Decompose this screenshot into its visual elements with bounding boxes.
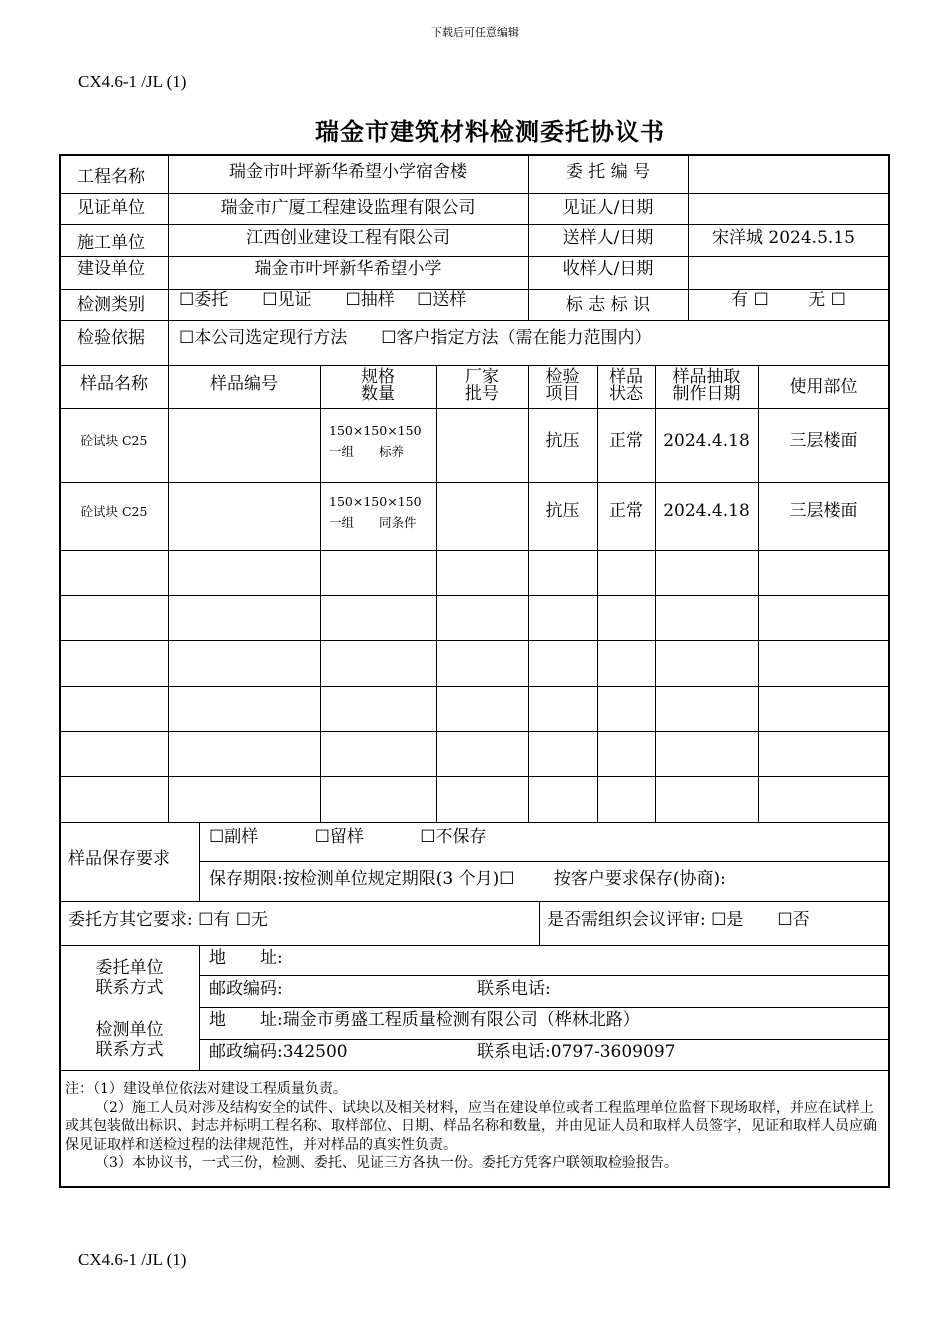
document-code-top: CX4.6-1 /JL (1) [78,72,187,91]
client-contact-label: 委托单位 联系方式 [95,958,164,998]
retention-period[interactable]: 保存期限:按检测单位规定期限(3 个月)☐ 按客户要求保存(协商): [209,869,726,889]
lab-phone: 联系电话:0797-3609097 [477,1042,676,1062]
notes [65,1080,885,1173]
row2-spec-size: 150×150×150 [329,494,422,509]
document-code-bottom: CX4.6-1 /JL (1) [78,1250,187,1269]
client-phone: 联系电话: [477,979,551,999]
receiver-label: 收样人/日期 [562,259,654,279]
retention-label: 样品保存要求 [68,849,170,869]
commission-no-label: 委 托 编 号 [565,162,651,182]
col-date: 样品抽取 制作日期 [672,367,741,404]
col-spec: 规格 数量 [361,367,395,404]
basis-checkboxes[interactable]: ☐本公司选定现行方法 ☐客户指定方法（需在能力范围内） [179,328,652,348]
mark-checkboxes[interactable]: 有 ☐ 无 ☐ [731,290,846,310]
page-title: 瑞金市建筑材料检测委托协议书 [315,117,665,146]
note-2: （2）施工人员对涉及结构安全的试件、试块以及相关材料，应当在建设单位或者工程监理单位监督下现场取样，并应在试样上或其包装做出标识、封志并标明工程名称、取样部位、日期、样品名称和数量，并由见证人员和取样人员签字，见证和取样人员应确保见证取样和送检过程的法律规范性，并对样品的真实性负责。 [65,1099,877,1153]
row2-position: 三层楼面 [789,501,858,521]
col-maker: 厂家 批号 [465,367,499,404]
row1-state: 正常 [609,431,643,451]
note-1: 注：（1）建设单位依法对建设工程质量负责。 [65,1081,347,1097]
lab-contact-label: 检测单位 联系方式 [95,1020,164,1060]
row1-item: 抗压 [545,431,580,451]
row1-spec-qty: 一组 标养 [329,444,405,459]
row1-sample-name: 砼试块 C25 [80,433,148,448]
lab-postcode: 邮政编码:342500 [209,1042,348,1062]
other-requirements[interactable]: 委托方其它要求: ☐有 ☐无 [68,910,269,930]
col-sample-no: 样品编号 [210,374,278,394]
sender-value: 宋洋城 2024.5.15 [712,228,855,248]
test-type-label: 检测类别 [77,295,145,315]
witness-person-label: 见证人/日期 [562,198,654,218]
sender-label: 送样人/日期 [562,228,654,248]
client-postcode: 邮政编码: [209,979,283,999]
row2-spec-qty: 一组 同条件 [329,515,417,530]
row2-item: 抗压 [545,501,580,521]
col-item: 检验 项目 [545,367,580,404]
builder-unit-label: 建设单位 [77,259,145,279]
basis-label: 检验依据 [77,328,145,348]
project-name-label: 工程名称 [77,167,145,187]
row1-spec-size: 150×150×150 [329,423,422,438]
construction-unit-value: 江西创业建设工程有限公司 [246,228,450,248]
row1-position: 三层楼面 [789,431,858,451]
meeting-review[interactable]: 是否需组织会议评审: ☐是 ☐否 [547,910,810,930]
col-position: 使用部位 [789,377,858,397]
row2-date: 2024.4.18 [663,501,750,521]
download-note: 下载后可任意编辑 [431,26,519,39]
mark-label: 标 志 标 识 [565,295,651,315]
test-type-checkboxes[interactable]: ☐委托 ☐见证 ☐抽样 ☐送样 [179,290,467,310]
witness-unit-label: 见证单位 [77,198,145,218]
row1-date: 2024.4.18 [663,431,750,451]
project-name-value: 瑞金市叶坪新华希望小学宿舍楼 [229,162,467,182]
row2-sample-name: 砼试块 C25 [80,504,148,519]
client-address: 地 址: [209,948,283,968]
col-state: 样品 状态 [609,367,643,404]
builder-unit-value: 瑞金市叶坪新华希望小学 [254,259,442,279]
lab-address: 地 址:瑞金市勇盛工程质量检测有限公司（桦林北路） [209,1010,640,1030]
witness-unit-value: 瑞金市广厦工程建设监理有限公司 [220,198,476,218]
col-sample-name: 样品名称 [80,374,148,394]
note-3: （3）本协议书，一式三份，检测、委托、见证三方各执一份。委托方凭客户联领取检验报告。 [95,1155,678,1171]
retention-checkboxes[interactable]: ☐副样 ☐留样 ☐不保存 [209,827,487,847]
construction-unit-label: 施工单位 [77,233,145,253]
row2-state: 正常 [609,501,643,521]
